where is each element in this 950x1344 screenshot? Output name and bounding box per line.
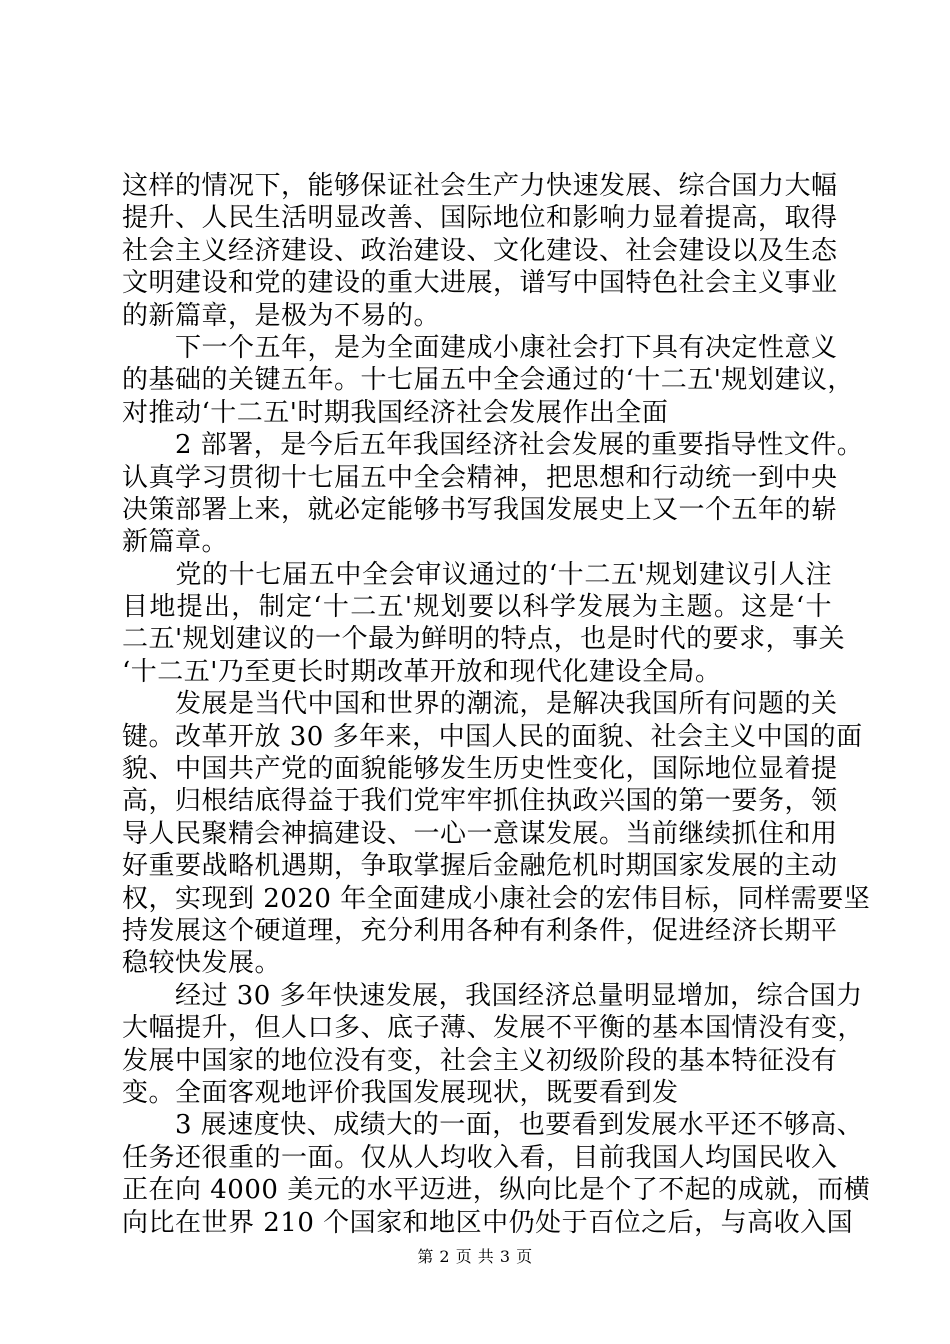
page-footer: 第 2 页 共 3 页 (417, 1247, 533, 1266)
text-line: 持发展这个硬道理，充分利用各种有利条件，促进经济长期平 (122, 915, 838, 946)
text-line: 稳较快发展。 (122, 948, 282, 979)
text-line: 发展中国家的地位没有变，社会主义初级阶段的基本特征没有 (122, 1045, 838, 1076)
text-line: 二五'规划建议的一个最为鲜明的特点，也是时代的要求，事关 (122, 624, 846, 655)
text-line: 提升、人民生活明显改善、国际地位和影响力显着提高，取得 (122, 203, 838, 234)
text-line: 大幅提升，但人口多、底子薄、发展不平衡的基本国情没有变， (122, 1013, 865, 1044)
text-line: 的基础的关键五年。十七届五中全会通过的‘十二五'规划建议， (122, 365, 854, 396)
text-line: 新篇章。 (122, 527, 229, 558)
text-line: 下一个五年，是为全面建成小康社会打下具有决定性意义 (122, 332, 838, 363)
text-line: 向比在世界 210 个国家和地区中仍处于百位之后，与高收入国 (122, 1207, 854, 1238)
text-line: 决策部署上来，就必定能够书写我国发展史上又一个五年的崭 (122, 494, 838, 525)
text-line: ‘十二五'乃至更长时期改革开放和现代化建设全局。 (122, 656, 722, 687)
text-line: 社会主义经济建设、政治建设、文化建设、社会建设以及生态 (122, 235, 838, 266)
text-line: 对推动‘十二五'时期我国经济社会发展作出全面 (122, 397, 669, 428)
text-line: 发展是当代中国和世界的潮流，是解决我国所有问题的关 (122, 689, 838, 720)
text-line: 3 展速度快、成绩大的一面，也要看到发展水平还不够高、 (122, 1110, 864, 1141)
text-line: 目地提出，制定‘十二五'规划要以科学发展为主题。这是‘十 (122, 592, 832, 623)
text-line: 认真学习贯彻十七届五中全会精神，把思想和行动统一到中央 (122, 462, 838, 493)
text-line: 正在向 4000 美元的水平迈进，纵向比是个了不起的成就，而横 (122, 1175, 871, 1206)
text-line: 变。全面客观地评价我国发展现状，既要看到发 (122, 1077, 679, 1108)
text-line: 键。改革开放 30 多年来，中国人民的面貌、社会主义中国的面 (122, 721, 863, 752)
text-line: 好重要战略机遇期，争取掌握后金融危机时期国家发展的主动 (122, 851, 838, 882)
document-body (122, 170, 871, 1239)
text-line: 这样的情况下，能够保证社会生产力快速发展、综合国力大幅 (122, 171, 838, 201)
text-line: 党的十七届五中全会审议通过的‘十二五'规划建议引人注 (122, 559, 832, 590)
text-line: 的新篇章，是极为不易的。 (122, 300, 441, 331)
text-line: 2 部署，是今后五年我国经济社会发展的重要指导性文件。 (122, 430, 864, 461)
text-line: 文明建设和党的建设的重大进展，谱写中国特色社会主义事业 (122, 268, 838, 299)
text-line: 经过 30 多年快速发展，我国经济总量明显增加，综合国力 (122, 980, 863, 1011)
text-line: 导人民聚精会神搞建设、一心一意谋发展。当前继续抓住和用 (122, 818, 838, 849)
text-line: 任务还很重的一面。仅从人均收入看，目前我国人均国民收入 (122, 1142, 838, 1173)
text-line: 权，实现到 2020 年全面建成小康社会的宏伟目标，同样需要坚 (122, 883, 871, 914)
text-line: 高，归根结底得益于我们党牢牢抓住执政兴国的第一要务，领 (122, 786, 838, 817)
text-line: 貌、中国共产党的面貌能够发生历史性变化，国际地位显着提 (122, 754, 838, 785)
